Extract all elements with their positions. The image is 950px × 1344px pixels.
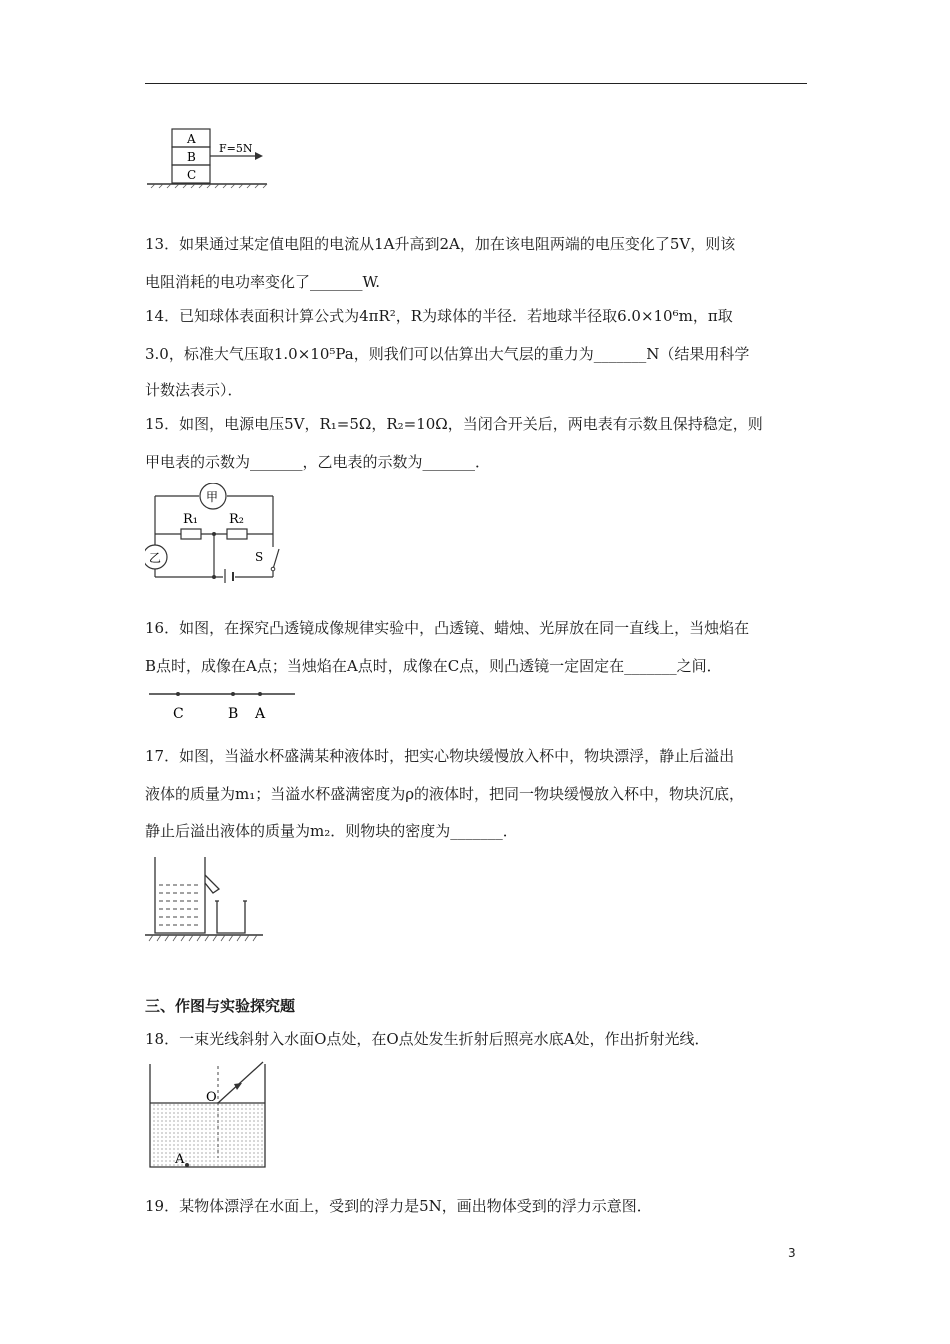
- header-rule: [145, 83, 807, 84]
- blocks-figure: [147, 124, 272, 190]
- resistor-r1: [181, 529, 201, 539]
- point-a: [258, 692, 262, 696]
- points-line-figure: [145, 688, 305, 724]
- q17-line2: 液体的质量为m₁；当溢水杯盛满密度为ρ的液体时，把同一物块缓慢放入杯中，物块沉底，: [145, 785, 745, 803]
- q17-line3: 静止后溢出液体的质量为m₂．则物块的密度为_______．: [145, 822, 518, 840]
- point-a-dot: [185, 1163, 189, 1167]
- overflow-spout: [205, 875, 219, 893]
- q16-line2: B点时，成像在A点；当烛焰在A点时，成像在C点，则凸透镜一定固定在_______之间．: [145, 657, 722, 675]
- circuit-figure: [145, 483, 280, 583]
- force-arrowhead: [255, 152, 263, 160]
- point-c: [176, 692, 180, 696]
- point-o-label: O: [206, 1090, 217, 1105]
- meter-yi-label: 乙: [149, 551, 162, 565]
- refraction-figure: [145, 1060, 270, 1172]
- point-b-label: B: [228, 706, 239, 722]
- block-c-label: C: [187, 168, 197, 182]
- meter-jia-label: 甲: [206, 490, 219, 504]
- resistor-r2: [227, 529, 247, 539]
- q17-line1: 17．如图，当溢水杯盛满某种液体时，把实心物块缓慢放入杯中，物块漂浮，静止后溢出: [145, 747, 735, 765]
- q16-line1: 16．如图，在探究凸透镜成像规律实验中，凸透镜、蜡烛、光屏放在同一直线上，当烛焰在: [145, 619, 750, 637]
- point-a-label: A: [175, 1152, 185, 1167]
- point-c-label: C: [173, 706, 184, 722]
- force-label: F=5N: [219, 142, 253, 155]
- incident-ray: [218, 1062, 263, 1103]
- table-hatch: [149, 935, 257, 941]
- q14-line2: 3.0，标准大气压取1.0×10⁵Pa，则我们可以估算出大气层的重力为_______N（结果用科学: [145, 345, 750, 363]
- water-body: [150, 1103, 265, 1167]
- section3-heading: 三、作图与实验探究题: [145, 997, 296, 1015]
- block-a-label: A: [187, 132, 196, 146]
- block-b-label: B: [187, 150, 196, 164]
- q15-line1: 15．如图，电源电压5V，R₁=5Ω，R₂=10Ω，当闭合开关后，两电表有示数且保持稳定，则: [145, 415, 763, 433]
- point-a-label: A: [255, 706, 266, 722]
- junction-dot: [212, 532, 216, 536]
- q14-line1: 14．已知球体表面积计算公式为4πR²，R为球体的半径．若地球半径取6.0×10⁶m，π取: [145, 307, 733, 325]
- q19-line1: 19．某物体漂浮在水面上，受到的浮力是5N，画出物体受到的浮力示意图．: [145, 1197, 652, 1215]
- page-number: 3: [788, 1246, 796, 1260]
- liquid-dashes: [159, 885, 201, 925]
- q15-line2: 甲电表的示数为_______，乙电表的示数为_______．: [145, 453, 491, 471]
- switch-blade: [273, 549, 279, 569]
- q13-line1: 13．如果通过某定值电阻的电流从1A升高到2A，加在该电阻两端的电压变化了5V，则该: [145, 235, 736, 253]
- overflow-cup-wall: [155, 857, 205, 933]
- point-b: [231, 692, 235, 696]
- junction-dot-bottom: [212, 575, 216, 579]
- resistor-r2-label: R₂: [229, 512, 244, 527]
- beaker-wall: [217, 901, 245, 933]
- q13-line2: 电阻消耗的电功率变化了_______W.: [145, 273, 381, 291]
- q18-line1: 18．一束光线斜射入水面O点处，在O点处发生折射后照亮水底A处，作出折射光线．: [145, 1030, 710, 1048]
- resistor-r1-label: R₁: [183, 512, 198, 527]
- switch-label: S: [255, 550, 264, 564]
- switch-contact: [271, 567, 275, 571]
- overflow-cup-figure: [145, 853, 265, 945]
- q14-line3: 计数法表示）．: [145, 381, 243, 399]
